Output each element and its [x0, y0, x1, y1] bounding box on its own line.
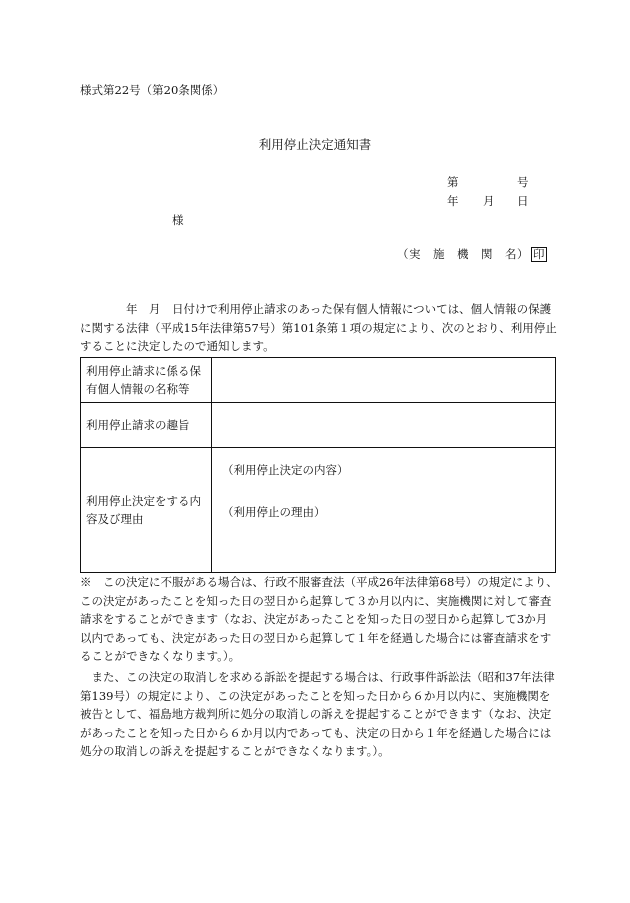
lawsuit-note: また、この決定の取消しを求める訴訟を提起する場合は、行政事件訴訟法（昭和37年法律第139号）の規定により、この決定があったことを知った日から６か月以内に、実施機関を被告として、福島地方裁判所に処分の取消しの訴えを提起することができます（なお、決定があったことを知った日から６か月以内であっても、決定の日から１年を経過した場合には処分の取消しの訴えを提起することができなくなります。）。	[80, 670, 555, 758]
addressee-honorific: 様	[172, 213, 184, 227]
appeal-note: ※ この決定に不服がある場合は、行政不服審査法（平成26年法律第68号）の規定により、この決定があったことを知った日の翌日から起算して３か月以内に、実施機関に対して審査請求をすることができます（なお、決定があったことを知った日の翌日から起算して3か月以内であっても、決定があった日の翌日から起算して１年を経過した場合には審査請求をすることができなくなります。）。	[80, 575, 558, 663]
number-suffix: 号	[517, 175, 529, 189]
row-value-request-purpose	[212, 403, 556, 448]
date-day: 日	[517, 194, 529, 208]
number-prefix: 第	[447, 175, 459, 189]
agency-name-label: （実 施 機 関 名）	[397, 247, 529, 261]
table-row	[81, 403, 556, 448]
row-label-info-name: 利用停止請求に係る保有個人情報の名称等	[81, 358, 212, 403]
agency-signature-line	[397, 246, 547, 262]
date-year: 年	[447, 194, 459, 208]
document-title: 利用停止決定通知書	[258, 137, 372, 152]
row-label-decision-content: 利用停止決定をする内容及び理由	[81, 448, 212, 573]
decision-reason-heading: （利用停止の理由）	[222, 505, 326, 519]
form-number: 様式第22号（第20条関係）	[80, 83, 225, 97]
notice-paragraph: 年 月 日付けで利用停止請求のあった保有個人情報については、個人情報の保護に関する法律（平成15年法律第57号）第101条第１項の規定により、次のとおり、利用停止することに決定したので通知します。	[80, 302, 557, 353]
row-label-request-purpose: 利用停止請求の趣旨	[81, 403, 212, 448]
seal-box: 印	[533, 247, 545, 261]
row-value-info-name	[212, 358, 556, 403]
row-value-decision-content	[212, 448, 556, 573]
date-month: 月	[483, 194, 495, 208]
decision-content-heading: （利用停止決定の内容）	[222, 463, 349, 477]
table-row	[81, 448, 556, 573]
table-row	[81, 358, 556, 403]
decision-table	[80, 357, 556, 573]
